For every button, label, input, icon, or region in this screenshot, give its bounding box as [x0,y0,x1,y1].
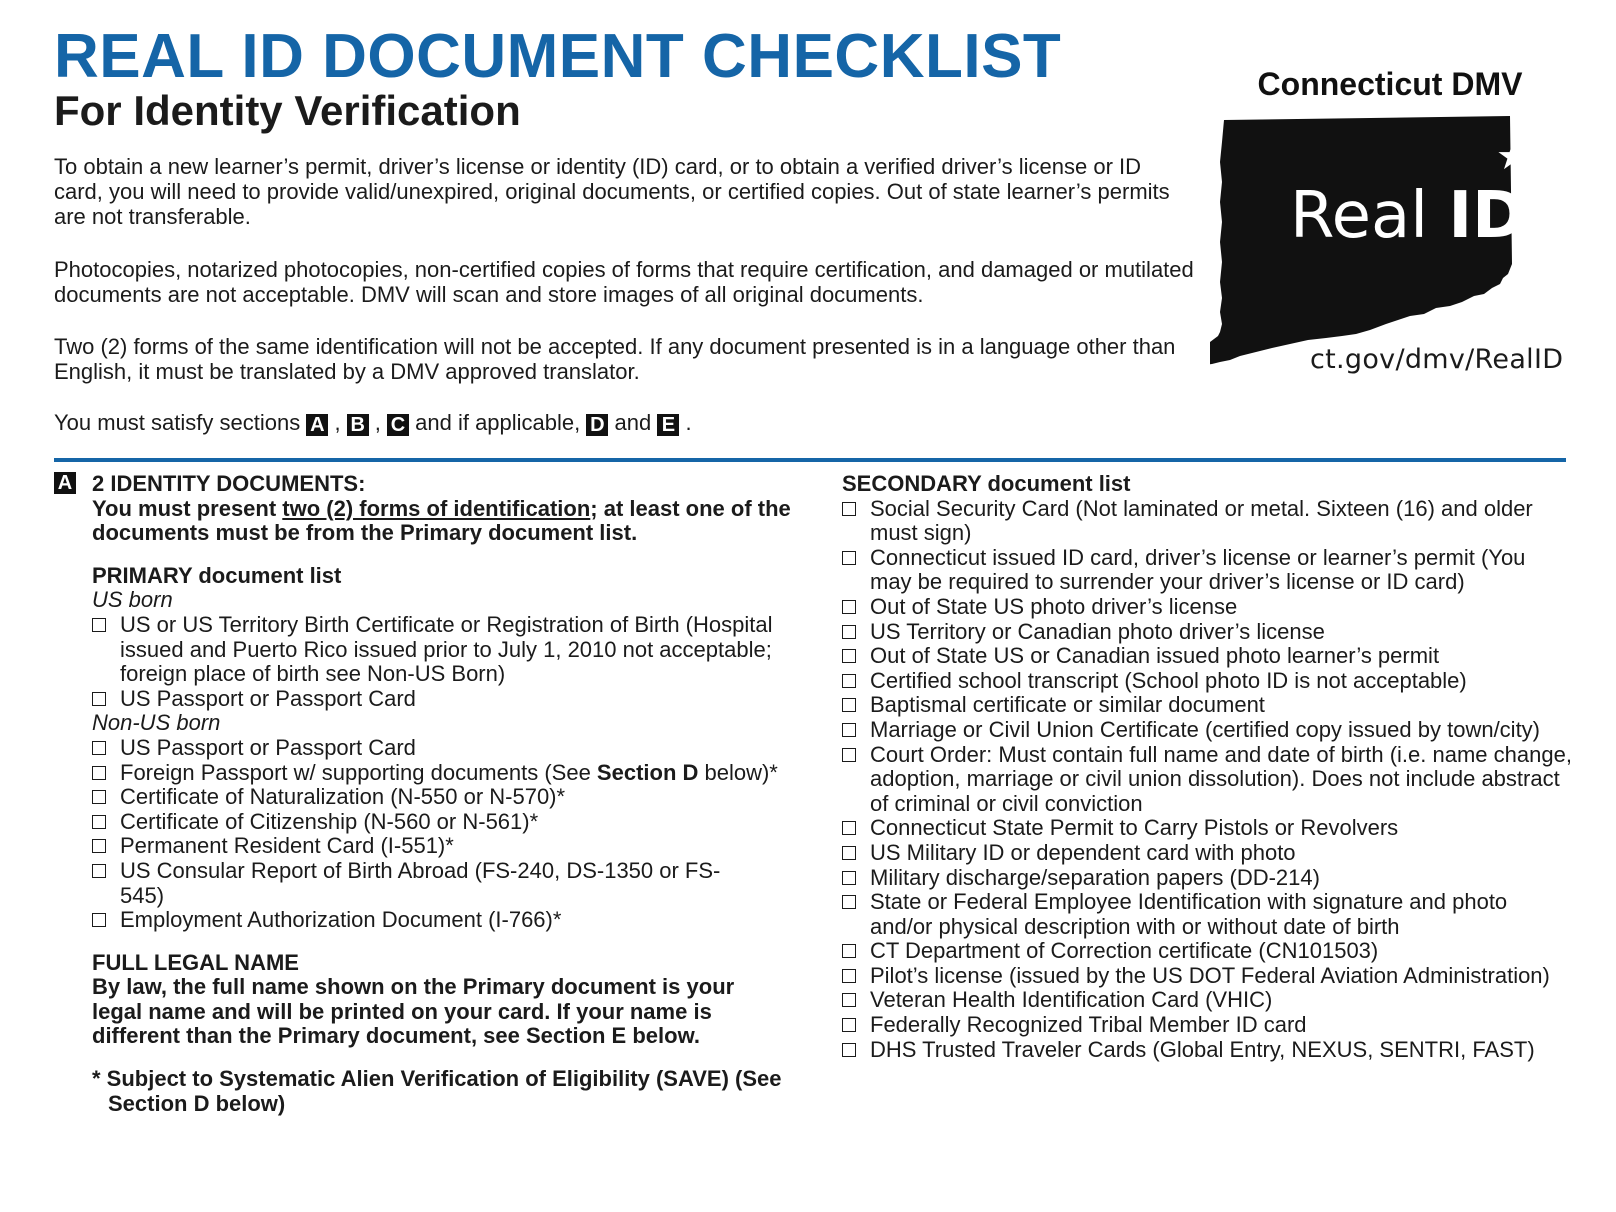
logo-url: ct.gov/dmv/RealID [1310,344,1564,375]
checkbox[interactable] [842,1018,856,1032]
item-label: Out of State US or Canadian issued photo learner’s permit [870,643,1440,669]
item-label: Certified school transcript (School photo ID is not acceptable) [870,667,1467,693]
logo-agency-name: Connecticut DMV [1257,66,1523,102]
item-label: Employment Authorization Document (I-766)* [120,907,562,933]
item-label: Certificate of Citizenship (N-560 or N-561)* [120,808,539,834]
item-label: Court Order: Must contain full name and date of birth (i.e. name change, adoption, marriage or civil union dissolution). Does not include abstract of criminal or civil conviction [870,741,1572,816]
checklist-item[interactable] [842,890,1572,939]
checkbox[interactable] [92,618,106,632]
section-badge-c: C [387,414,409,436]
checklist-item[interactable] [92,687,792,712]
ct-dmv-real-id-logo [1210,62,1570,382]
section-a [92,472,792,1116]
checklist-item[interactable] [92,834,792,859]
checklist-item[interactable] [92,859,740,908]
checklist-item[interactable] [842,546,1572,595]
checklist-item[interactable] [842,964,1572,989]
checkbox[interactable] [842,1043,856,1057]
checklist-item[interactable] [92,785,792,810]
item-label: Baptismal certificate or similar document [870,692,1265,718]
checkbox[interactable] [842,551,856,565]
checklist-item[interactable] [842,866,1572,891]
instr-part-2: ; at least one of the documents must be from the Primary document list. [92,495,791,546]
checkbox[interactable] [842,674,856,688]
checklist-item[interactable] [842,497,1572,546]
checkbox[interactable] [842,748,856,762]
checklist-item[interactable] [842,816,1572,841]
item-label: US Territory or Canadian photo driver’s license [870,618,1325,644]
item-label: US Consular Report of Birth Abroad (FS-240, DS-1350 or FS-545) [120,857,721,908]
instr-part-1: You must present [92,495,283,521]
section-badge-e: E [657,414,679,436]
checklist-item[interactable] [92,810,792,835]
checkbox[interactable] [842,895,856,909]
sections-requirement: You must satisfy sections A , B , C and if applicable, D and E . [54,410,692,436]
section-badge-b: B [347,414,369,436]
checkbox[interactable] [92,864,106,878]
star-icon: ★ [1496,136,1531,178]
item-label: US Military ID or dependent card with photo [870,839,1296,865]
checkbox[interactable] [842,502,856,516]
section-a-heading: 2 IDENTITY DOCUMENTS: [92,471,366,496]
item-label: Veteran Health Identification Card (VHIC) [870,987,1273,1013]
instr-underlined: two (2) forms of identification [282,495,591,521]
checklist-item[interactable] [842,1038,1572,1063]
checklist-item[interactable] [92,613,792,687]
checkbox[interactable] [92,790,106,804]
checklist-item[interactable] [92,736,792,761]
secondary-document-list [842,472,1572,1062]
sections-mid: and if applicable, [415,410,581,435]
checkbox[interactable] [842,871,856,885]
checkbox[interactable] [842,723,856,737]
checklist-item[interactable] [842,718,1572,743]
item-label: US or US Territory Birth Certificate or Registration of Birth (Hospital issued and Puerto Rico issued prior to July 1, 2010 not acceptable; foreign place of birth see Non-US Born) [120,611,773,687]
section-badge-d: D [586,414,608,436]
checklist-item[interactable] [842,644,1572,669]
checkbox[interactable] [92,766,106,780]
checkbox[interactable] [92,839,106,853]
checklist-item[interactable] [842,841,1572,866]
item-label: Connecticut issued ID card, driver’s license or learner’s permit (You may be required to surrender your driver’s license or ID card) [870,544,1526,595]
checklist-item[interactable] [842,743,1572,817]
secondary-list-heading: SECONDARY document list [842,471,1131,496]
item-label: Connecticut State Permit to Carry Pistols or Revolvers [870,815,1399,841]
checkbox[interactable] [92,741,106,755]
checkbox[interactable] [842,625,856,639]
checkbox[interactable] [842,846,856,860]
item-label-end: below)* [698,759,778,785]
checkbox[interactable] [842,969,856,983]
checklist-item[interactable] [92,908,792,933]
section-a-badge: A [54,472,76,494]
item-label: US Passport or Passport Card [120,685,416,711]
item-label: Federally Recognized Tribal Member ID card [870,1012,1307,1038]
checkbox[interactable] [842,649,856,663]
checklist-item[interactable] [92,761,792,786]
checklist-item[interactable] [842,1013,1572,1038]
us-born-label: US born [92,587,173,613]
sections-prefix: You must satisfy sections [54,410,301,435]
checkbox[interactable] [842,821,856,835]
checklist-item[interactable] [842,693,1572,718]
checkbox[interactable] [92,692,106,706]
item-label: State or Federal Employee Identification with signature and photo and/or physical description with or without date of birth [870,889,1508,939]
intro-paragraph-3: Two (2) forms of the same identification will not be accepted. If any document presented is in a language other than English, it must be translated by a DMV approved translator. [54,334,1176,384]
checklist-item[interactable] [842,988,1572,1013]
item-label: Pilot’s license (issued by the US DOT Federal Aviation Administration) [870,962,1550,988]
checklist-item[interactable] [842,939,1572,964]
checkbox[interactable] [842,698,856,712]
checkbox[interactable] [92,815,106,829]
checklist-item[interactable] [842,669,1572,694]
logo-brand-regular: Real [1290,179,1449,253]
checkbox[interactable] [842,944,856,958]
section-a-instructions [92,497,792,546]
item-label: DHS Trusted Traveler Cards (Global Entry, NEXUS, SENTRI, FAST) [870,1036,1535,1062]
legal-name-text: By law, the full name shown on the Primary document is your legal name and will be printed on your card. If your name is different than the Primary document, see Section E below. [92,974,735,1049]
page-title: REAL ID DOCUMENT CHECKLIST [54,22,1062,91]
item-label: Out of State US photo driver’s license [870,593,1238,619]
section-divider [54,458,1566,462]
logo-brand [1290,179,1526,253]
item-label: Social Security Card (Not laminated or metal. Sixteen (16) and older must sign) [870,495,1533,546]
checkbox[interactable] [842,993,856,1007]
non-us-born-label: Non-US born [92,710,221,736]
item-label: Certificate of Naturalization (N-550 or N-570)* [120,784,566,810]
section-badge-a: A [306,414,328,436]
page-subtitle: For Identity Verification [54,87,521,134]
legal-name-heading: FULL LEGAL NAME [92,949,299,975]
item-label: CT Department of Correction certificate (CN101503) [870,938,1379,964]
intro-paragraph-1: To obtain a new learner’s permit, driver’s license or identity (ID) card, or to obtain a verified driver’s license or ID card, you will need to provide valid/unexpired, original documents, or certified copies. Out of state learner’s permits are not transferable. [54,154,1170,229]
item-label: Foreign Passport w/ supporting documents (See [120,759,597,785]
sections-and: and [614,410,652,435]
checklist-item[interactable] [842,595,1572,620]
item-label-bold: Section D [596,759,699,785]
intro-paragraph-2: Photocopies, notarized photocopies, non-certified copies of forms that require certification, and damaged or mutilated documents are not acceptable. DMV will scan and store images of all original documents. [54,257,1194,307]
item-label: Military discharge/separation papers (DD-214) [870,864,1320,890]
checkbox[interactable] [842,600,856,614]
item-label: Marriage or Civil Union Certificate (certified copy issued by town/city) [870,716,1541,742]
save-footnote: * Subject to Systematic Alien Verification of Eligibility (SAVE) (See Section D below) [92,1066,782,1116]
item-label: US Passport or Passport Card [120,734,416,760]
checklist-item[interactable] [842,620,1572,645]
logo-brand-bold: ID [1448,179,1526,253]
item-label: Permanent Resident Card (I-551)* [120,833,454,859]
checkbox[interactable] [92,913,106,927]
primary-list-heading: PRIMARY document list [92,562,342,588]
